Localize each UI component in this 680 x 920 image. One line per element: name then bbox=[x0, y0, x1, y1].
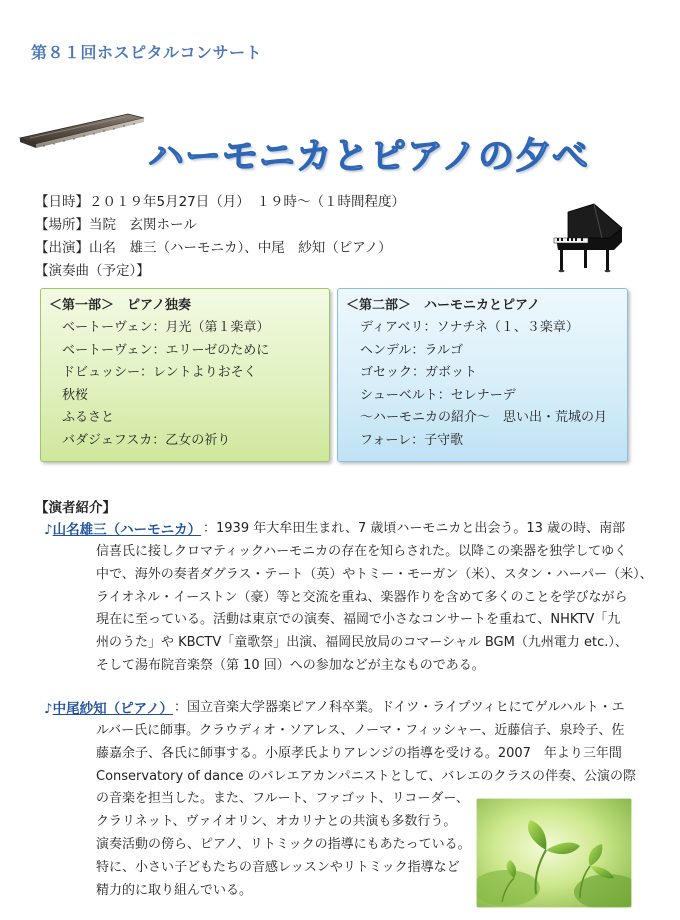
part1-item: ベートーヴェン：エリーゼのために bbox=[62, 342, 270, 358]
harmonica-image bbox=[16, 108, 148, 154]
green-leaves-photo bbox=[476, 798, 632, 908]
bio-line: 現在に至っている。活動は東京での演奏、福岡で小さなコンサートを重ねて、NHKTV「九 bbox=[96, 612, 621, 628]
yamana-bio bbox=[96, 541, 653, 678]
profiles-heading: 【演者紹介】 bbox=[35, 500, 116, 516]
bio-line: 中で、海外の奏者ダグラス・テート（英）やトミー・モーガン（米）、スタン・ハーパー（米）、 bbox=[96, 566, 653, 582]
nakao-name: 中尾紗知（ピアノ） bbox=[52, 701, 174, 717]
nakao-bio-first: ：国立音楽大学器楽ピアノ科卒業。ドイツ・ライプツィヒにてゲルハルト・エ bbox=[174, 700, 625, 715]
performers-line bbox=[35, 236, 392, 256]
part2-item: ディアベリ：ソナチネ（１、３楽章） bbox=[360, 320, 579, 335]
bio-line: クラリネット、ヴァイオリン、オカリナとの共演も多数行う。 bbox=[96, 814, 457, 830]
part1-item: ドビュッシー：レントよりおそく bbox=[62, 365, 257, 381]
performers-label: 【出演】 bbox=[35, 240, 89, 256]
bio-line: ルバー氏に師事。クラウディオ・ソアレス、ノーマ・フィッシャー、近藤信子、泉玲子、佐 bbox=[96, 723, 625, 738]
series-title: 第８１回ホスピタルコンサート bbox=[31, 43, 263, 62]
part2-item: シューベルト：セレナーデ bbox=[360, 387, 516, 403]
music-note-icon: ♪ bbox=[44, 701, 53, 717]
bio-line: 州のうた」や KBCTV「童歌祭」出演、福岡民放局のコマーシャル BGM（九州電力 etc.）、 bbox=[96, 635, 628, 651]
part1-item: バダジェフスカ：乙女の祈り bbox=[62, 432, 231, 448]
place-label: 【場所】 bbox=[35, 217, 89, 233]
part2-item: ゴセック：ガボット bbox=[360, 365, 478, 381]
yamana-bio-first: ：1939 年大牟田生まれ、7 歳頃ハーモニカと出会う。13 歳の時、南部 bbox=[203, 521, 626, 536]
bio-line: の音楽を担当した。また、フルート、ファゴット、リコーダー、 bbox=[96, 791, 469, 807]
bio-line: 精力的に取り組んでいる。 bbox=[96, 882, 253, 898]
part1-item: 秋桜 bbox=[62, 387, 89, 403]
performers-value: 山名 雄三（ハーモニカ）、中尾 紗知（ピアノ） bbox=[89, 240, 392, 256]
date-line bbox=[35, 190, 405, 210]
main-title: ハーモニカとピアノの夕べ bbox=[148, 136, 590, 177]
bio-line: そして湯布院音楽祭（第 10 回）への参加などが主なものである。 bbox=[96, 657, 485, 673]
date-label: 【日時】 bbox=[35, 194, 89, 210]
program-part1-box bbox=[40, 288, 330, 462]
date-value: ２０１９年5月27日（月） １９時～（１時間程度） bbox=[89, 194, 406, 210]
part2-item: フォーレ：子守歌 bbox=[360, 432, 464, 448]
part2-item: ヘンデル：ラルゴ bbox=[360, 342, 463, 358]
yamana-name: 山名雄三（ハーモニカ） bbox=[52, 522, 202, 538]
bio-line: 特に、小さい子どもたちの音感レッスンやリトミック指導など bbox=[96, 859, 460, 875]
bio-line: ライオネル・イーストン（豪）等と交流を重ね、楽器作りを含めて多くのことを学びながら bbox=[96, 589, 628, 605]
program-label: 【演奏曲（予定）】 bbox=[35, 263, 150, 279]
bio-line: 藤嘉余子、各氏に師事する。小原孝氏よりアレンジの指導を受ける。2007 年より三年間 bbox=[96, 745, 622, 761]
place-line bbox=[35, 213, 197, 233]
part1-item: ふるさと bbox=[62, 410, 115, 426]
part2-item: ～ハーモニカの紹介～ 思い出・荒城の月 bbox=[360, 410, 608, 426]
grand-piano-image bbox=[548, 198, 630, 280]
part2-heading: ＜第二部＞ ハーモニカとピアノ bbox=[346, 298, 540, 313]
bio-line: 信喜氏に接しクロマティックハーモニカの存在を知らされた。以降この楽器を独学してゆく bbox=[96, 544, 628, 559]
place-value: 当院 玄関ホール bbox=[89, 217, 197, 233]
music-note-icon: ♪ bbox=[44, 522, 53, 538]
part1-item: ベートーヴェン：月光（第１楽章） bbox=[62, 320, 270, 335]
bio-line: 演奏活動の傍ら、ピアノ、リトミックの指導にもあたっている。 bbox=[96, 836, 471, 852]
program-part2-box bbox=[337, 288, 628, 462]
profile-nakao-name bbox=[44, 697, 173, 717]
bio-line: Conservatory of dance のバレエアカンパニストとして、バレエのクラスの伴奏、公演の際 bbox=[96, 768, 636, 784]
part1-heading: ＜第一部＞ ピアノ独奏 bbox=[49, 298, 191, 313]
profile-yamana-name bbox=[44, 518, 201, 538]
